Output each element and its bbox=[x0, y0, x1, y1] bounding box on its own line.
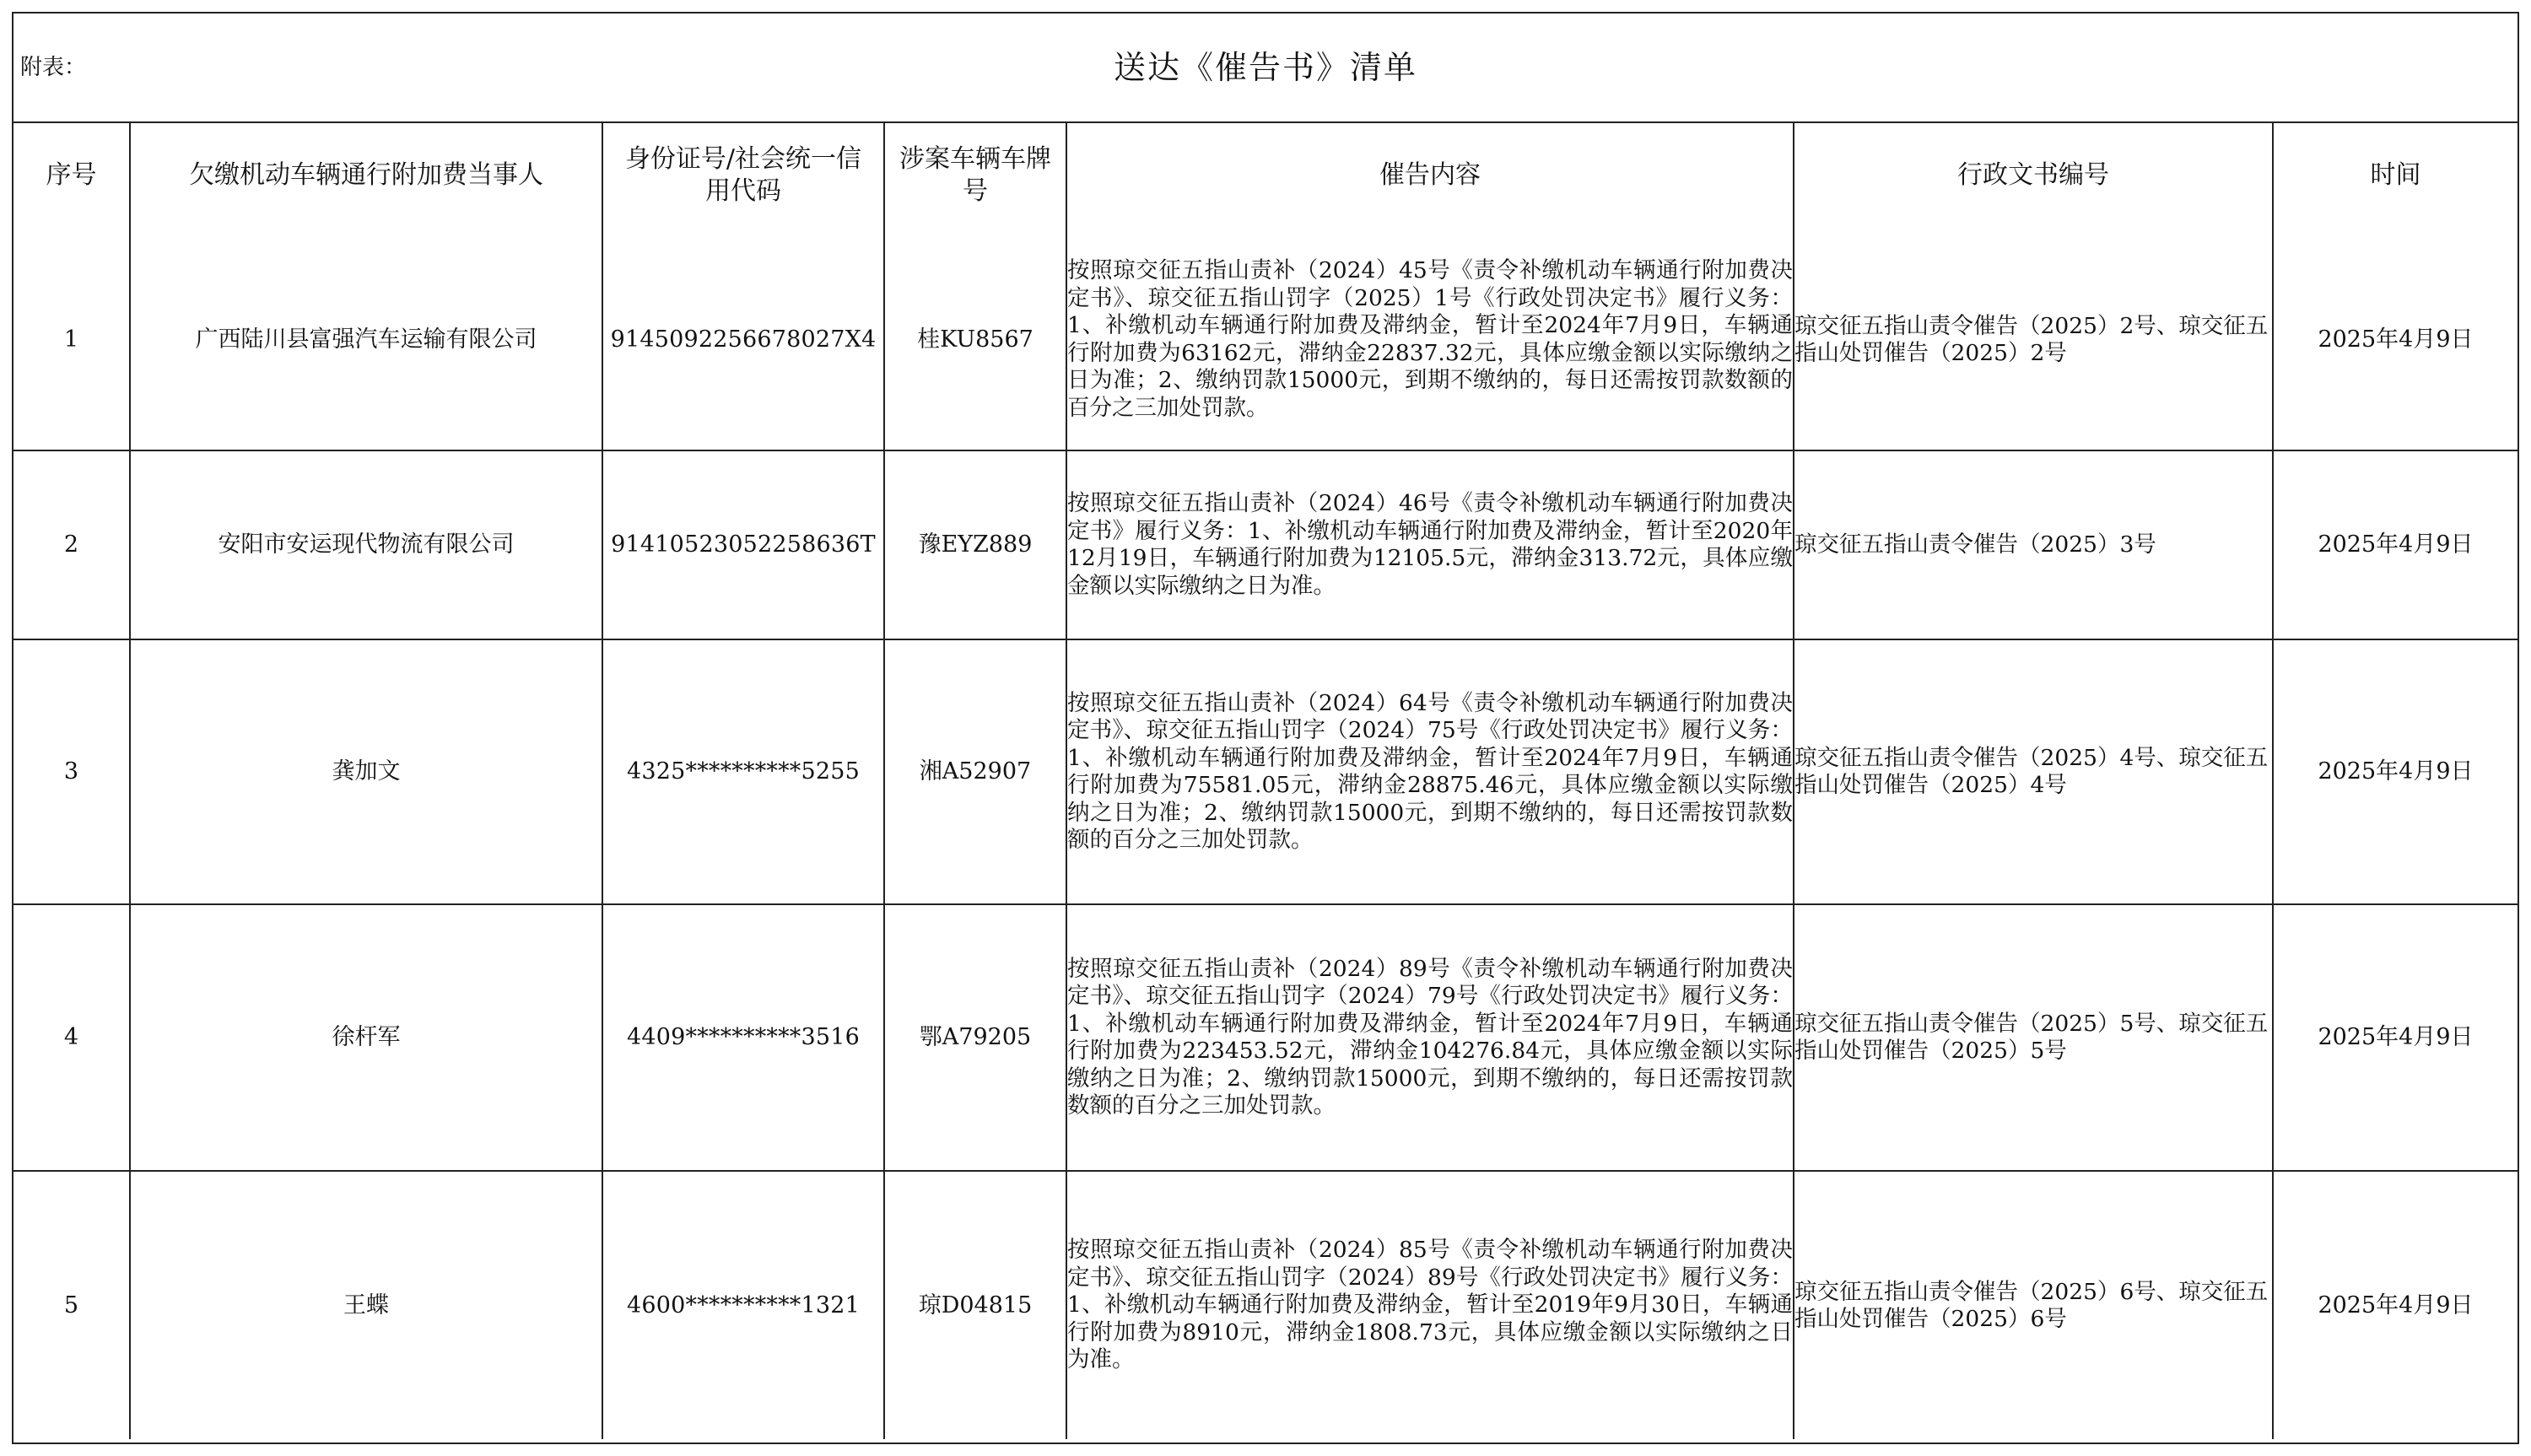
cell-id-code: 91410523052258636T bbox=[602, 450, 884, 639]
header-date: 时间 bbox=[2273, 121, 2518, 229]
cell-plate: 湘A52907 bbox=[884, 639, 1066, 904]
header-no: 序号 bbox=[13, 121, 130, 229]
cell-doc-no: 琼交征五指山责令催告（2025）5号、琼交征五指山处罚催告（2025）5号 bbox=[1794, 904, 2273, 1171]
cell-date: 2025年4月9日 bbox=[2273, 1171, 2518, 1439]
table-row bbox=[13, 904, 2518, 1171]
cell-no: 2 bbox=[13, 450, 130, 639]
attachment-label: 附表： bbox=[20, 55, 87, 80]
cell-content: 按照琼交征五指山责补（2024）89号《责令补缴机动车辆通行附加费决定书》、琼交征五指山罚字（2024）79号《行政处罚决定书》履行义务：1、补缴机动车辆通行附加费及滞纳金，暂计至2024年7月9日，车辆通行附加费为223453.52元，滞纳金104276.84元，具体应缴金额以实际缴纳之日为准；2、缴纳罚款15000元，到期不缴纳的，每日还需按罚款数额的百分之三加处罚款。 bbox=[1066, 904, 1794, 1171]
header-party: 欠缴机动车辆通行附加费当事人 bbox=[130, 121, 602, 229]
header-plate: 涉案车辆车牌号 bbox=[884, 121, 1066, 229]
cell-content: 按照琼交征五指山责补（2024）45号《责令补缴机动车辆通行附加费决定书》、琼交征五指山罚字（2025）1号《行政处罚决定书》履行义务：1、补缴机动车辆通行附加费及滞纳金，暂计至2024年7月9日，车辆通行附加费为63162元，滞纳金22837.32元，具体应缴金额以实际缴纳之日为准；2、缴纳罚款15000元，到期不缴纳的，每日还需按罚款数额的百分之三加处罚款。 bbox=[1066, 229, 1794, 450]
cell-date: 2025年4月9日 bbox=[2273, 904, 2518, 1171]
header-id-code: 身份证号/社会统一信用代码 bbox=[602, 121, 884, 229]
cell-party: 徐杆军 bbox=[130, 904, 602, 1171]
cell-content: 按照琼交征五指山责补（2024）64号《责令补缴机动车辆通行附加费决定书》、琼交征五指山罚字（2024）75号《行政处罚决定书》履行义务：1、补缴机动车辆通行附加费及滞纳金，暂计至2024年7月9日，车辆通行附加费为75581.05元，滞纳金28875.46元，具体应缴金额以实际缴纳之日为准；2、缴纳罚款15000元，到期不缴纳的，每日还需按罚款数额的百分之三加处罚款。 bbox=[1066, 639, 1794, 904]
header-content: 催告内容 bbox=[1066, 121, 1794, 229]
table-row bbox=[13, 229, 2518, 450]
cell-no: 1 bbox=[13, 229, 130, 450]
cell-id-code: 4325**********5255 bbox=[602, 639, 884, 904]
cell-no: 5 bbox=[13, 1171, 130, 1439]
cell-content: 按照琼交征五指山责补（2024）46号《责令补缴机动车辆通行附加费决定书》履行义务：1、补缴机动车辆通行附加费及滞纳金，暂计至2020年12月19日，车辆通行附加费为12105.5元，滞纳金313.72元，具体应缴金额以实际缴纳之日为准。 bbox=[1066, 450, 1794, 639]
table-row bbox=[13, 1171, 2518, 1439]
title-row bbox=[13, 13, 2518, 123]
table-row bbox=[13, 639, 2518, 904]
document-title: 送达《催告书》清单 bbox=[1113, 49, 1417, 86]
cell-no: 3 bbox=[13, 639, 130, 904]
cell-id-code: 4409**********3516 bbox=[602, 904, 884, 1171]
cell-doc-no: 琼交征五指山责令催告（2025）4号、琼交征五指山处罚催告（2025）4号 bbox=[1794, 639, 2273, 904]
cell-party: 安阳市安运现代物流有限公司 bbox=[130, 450, 602, 639]
cell-party: 龚加文 bbox=[130, 639, 602, 904]
notice-table bbox=[13, 121, 2518, 1439]
cell-date: 2025年4月9日 bbox=[2273, 450, 2518, 639]
cell-plate: 鄂A79205 bbox=[884, 904, 1066, 1171]
cell-date: 2025年4月9日 bbox=[2273, 229, 2518, 450]
table-header-row bbox=[13, 121, 2518, 229]
notice-list-sheet bbox=[12, 12, 2519, 1444]
cell-id-code: 4600**********1321 bbox=[602, 1171, 884, 1439]
cell-content: 按照琼交征五指山责补（2024）85号《责令补缴机动车辆通行附加费决定书》、琼交征五指山罚字（2024）89号《行政处罚决定书》履行义务：1、补缴机动车辆通行附加费及滞纳金，暂计至2019年9月30日，车辆通行附加费为8910元，滞纳金1808.73元，具体应缴金额以实际缴纳之日为准。 bbox=[1066, 1171, 1794, 1439]
cell-party: 广西陆川县富强汽车运输有限公司 bbox=[130, 229, 602, 450]
table-row bbox=[13, 450, 2518, 639]
header-doc-no: 行政文书编号 bbox=[1794, 121, 2273, 229]
cell-doc-no: 琼交征五指山责令催告（2025）3号 bbox=[1794, 450, 2273, 639]
cell-party: 王蝶 bbox=[130, 1171, 602, 1439]
cell-plate: 琼D04815 bbox=[884, 1171, 1066, 1439]
cell-date: 2025年4月9日 bbox=[2273, 639, 2518, 904]
cell-no: 4 bbox=[13, 904, 130, 1171]
cell-doc-no: 琼交征五指山责令催告（2025）2号、琼交征五指山处罚催告（2025）2号 bbox=[1794, 229, 2273, 450]
cell-doc-no: 琼交征五指山责令催告（2025）6号、琼交征五指山处罚催告（2025）6号 bbox=[1794, 1171, 2273, 1439]
cell-plate: 豫EYZ889 bbox=[884, 450, 1066, 639]
cell-id-code: 9145092256678027X4 bbox=[602, 229, 884, 450]
cell-plate: 桂KU8567 bbox=[884, 229, 1066, 450]
